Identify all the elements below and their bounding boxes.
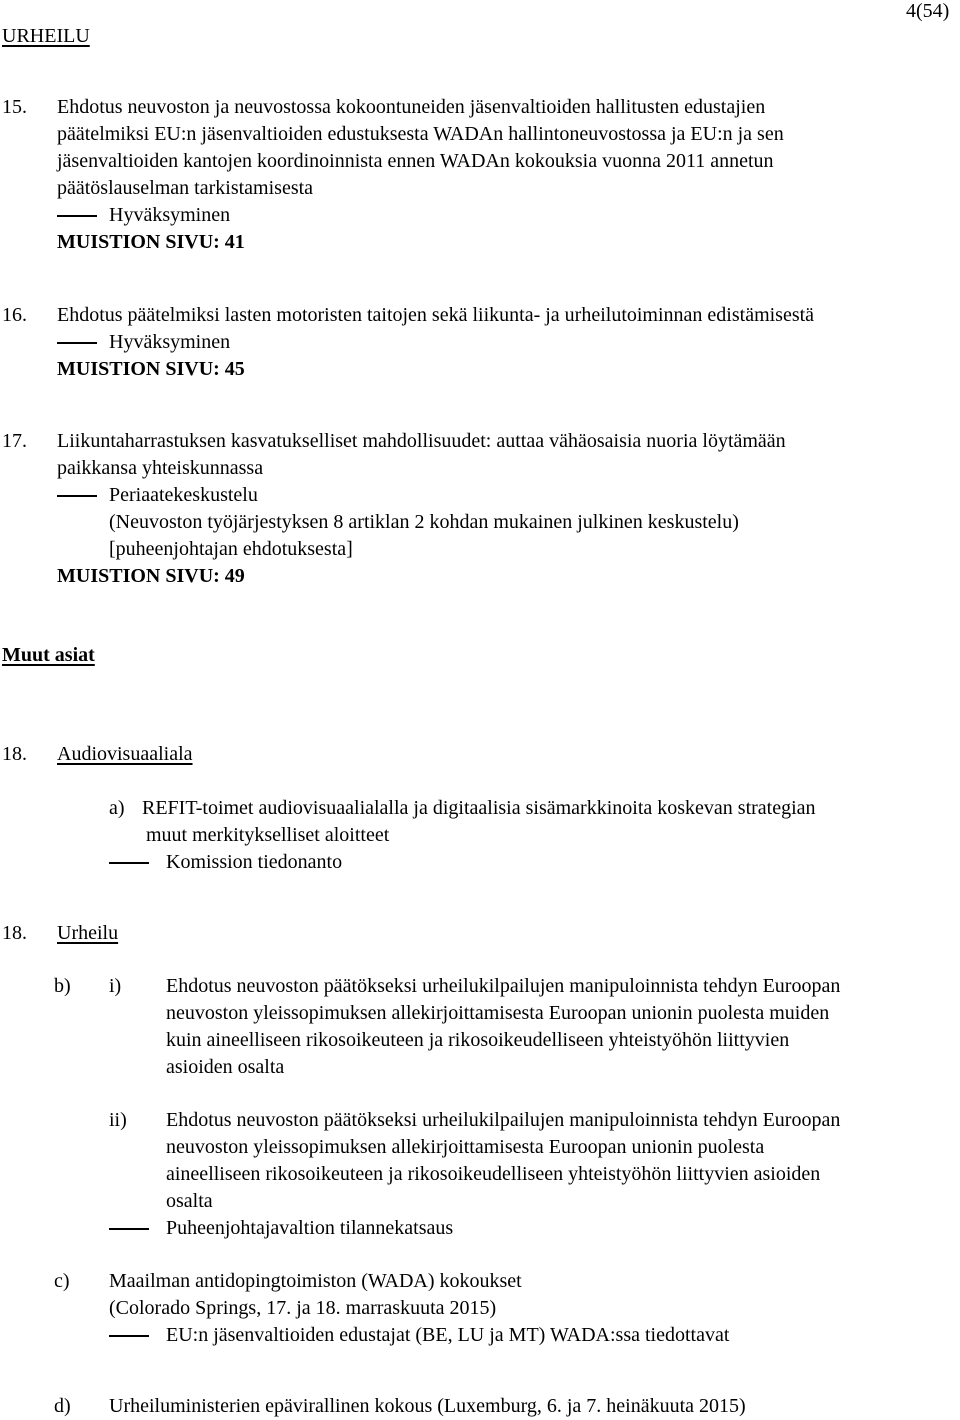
item-18b-bii-line-3: aineelliseen rikosoikeuteen ja rikosoikeudelliseen yhteistyöhön liittyvien asioiden [166, 1163, 821, 1185]
item-15-action: Hyväksyminen [109, 204, 231, 226]
item-18a-a-label: a) [109, 797, 125, 819]
item-15-reference: MUISTION SIVU: 41 [57, 231, 245, 253]
dash-bullet [57, 342, 97, 344]
dash-bullet [109, 1335, 149, 1337]
item-18b-c-line-2: (Colorado Springs, 17. ja 18. marraskuuta 2015) [109, 1297, 497, 1319]
page-number: 4(54) [906, 0, 950, 22]
item-17-note-2: [puheenjohtajan ehdotuksesta] [109, 538, 353, 560]
item-16-line-1: Ehdotus päätelmiksi lasten motoristen taitojen sekä liikunta- ja urheilutoiminnan edistämisestä [57, 304, 815, 326]
item-17-line-2: paikkansa yhteiskunnassa [57, 457, 264, 479]
item-18b-b-action: Puheenjohtajavaltion tilannekatsaus [166, 1217, 454, 1239]
item-18b-c-label: c) [54, 1270, 70, 1292]
item-17-number: 17. [2, 430, 27, 452]
item-18a-a-action: Komission tiedonanto [166, 851, 343, 873]
item-18a-a-line-2: muut merkitykselliset aloitteet [146, 824, 390, 846]
item-18b-b-label: b) [54, 975, 71, 997]
item-18b-bii-label: ii) [109, 1109, 127, 1131]
item-15-line-1: Ehdotus neuvoston ja neuvostossa kokoontuneiden jäsenvaltioiden hallitusten edustajien [57, 96, 766, 118]
item-16-action: Hyväksyminen [109, 331, 231, 353]
item-17-reference: MUISTION SIVU: 49 [57, 565, 245, 587]
item-15-line-4: päätöslauselman tarkistamisesta [57, 177, 314, 199]
item-18b-d-text: Urheiluministerien epävirallinen kokous (Luxemburg, 6. ja 7. heinäkuuta 2015) [109, 1395, 746, 1417]
item-15-line-3: jäsenvaltioiden kantojen koordinoinnista ennen WADAn kokouksia vuonna 2011 annetun [57, 150, 774, 172]
dash-bullet [57, 495, 97, 497]
item-18b-bii-line-4: osalta [166, 1190, 213, 1212]
item-17-action: Periaatekeskustelu [109, 484, 258, 506]
dash-bullet [109, 862, 149, 864]
item-18b-c-action: EU:n jäsenvaltioiden edustajat (BE, LU ja MT) WADA:ssa tiedottavat [166, 1324, 730, 1346]
item-15-number: 15. [2, 96, 27, 118]
item-18b-bi-line-1: Ehdotus neuvoston päätökseksi urheilukilpailujen manipuloinnista tehdyn Euroopan [166, 975, 841, 997]
item-18a-number: 18. [2, 743, 27, 765]
item-18b-bi-line-3: kuin aineelliseen rikosoikeuteen ja rikosoikeudelliseen yhteistyöhön liittyvien [166, 1029, 790, 1051]
dash-bullet [109, 1228, 149, 1230]
item-18b-bi-label: i) [109, 975, 122, 997]
item-18b-d-label: d) [54, 1395, 71, 1417]
item-18a-title: Audiovisuaaliala [57, 743, 193, 765]
dash-bullet [57, 215, 97, 217]
item-18b-number: 18. [2, 922, 27, 944]
item-17-line-1: Liikuntaharrastuksen kasvatukselliset mahdollisuudet: auttaa vähäosaisia nuoria löytämään [57, 430, 786, 452]
item-18b-title: Urheilu [57, 922, 119, 944]
other-matters-heading: Muut asiat [2, 644, 95, 666]
section-title: URHEILU [2, 25, 90, 47]
item-16-reference: MUISTION SIVU: 45 [57, 358, 245, 380]
item-16-number: 16. [2, 304, 27, 326]
item-18b-bi-line-4: asioiden osalta [166, 1056, 285, 1078]
item-18a-a-line-1: REFIT-toimet audiovisuaalialalla ja digitaalisia sisämarkkinoita koskevan strategian [142, 797, 816, 819]
item-18b-bi-line-2: neuvoston yleissopimuksen allekirjoittamisesta Euroopan unionin puolesta muiden [166, 1002, 830, 1024]
item-18b-bii-line-1: Ehdotus neuvoston päätökseksi urheilukilpailujen manipuloinnista tehdyn Euroopan [166, 1109, 841, 1131]
item-17-note-1: (Neuvoston työjärjestyksen 8 artiklan 2 kohdan mukainen julkinen keskustelu) [109, 511, 739, 533]
item-18b-bii-line-2: neuvoston yleissopimuksen allekirjoittamisesta Euroopan unionin puolesta [166, 1136, 765, 1158]
item-18b-c-line-1: Maailman antidopingtoimiston (WADA) kokoukset [109, 1270, 522, 1292]
item-15-line-2: päätelmiksi EU:n jäsenvaltioiden edustuksesta WADAn hallintoneuvostossa ja EU:n ja sen [57, 123, 784, 145]
